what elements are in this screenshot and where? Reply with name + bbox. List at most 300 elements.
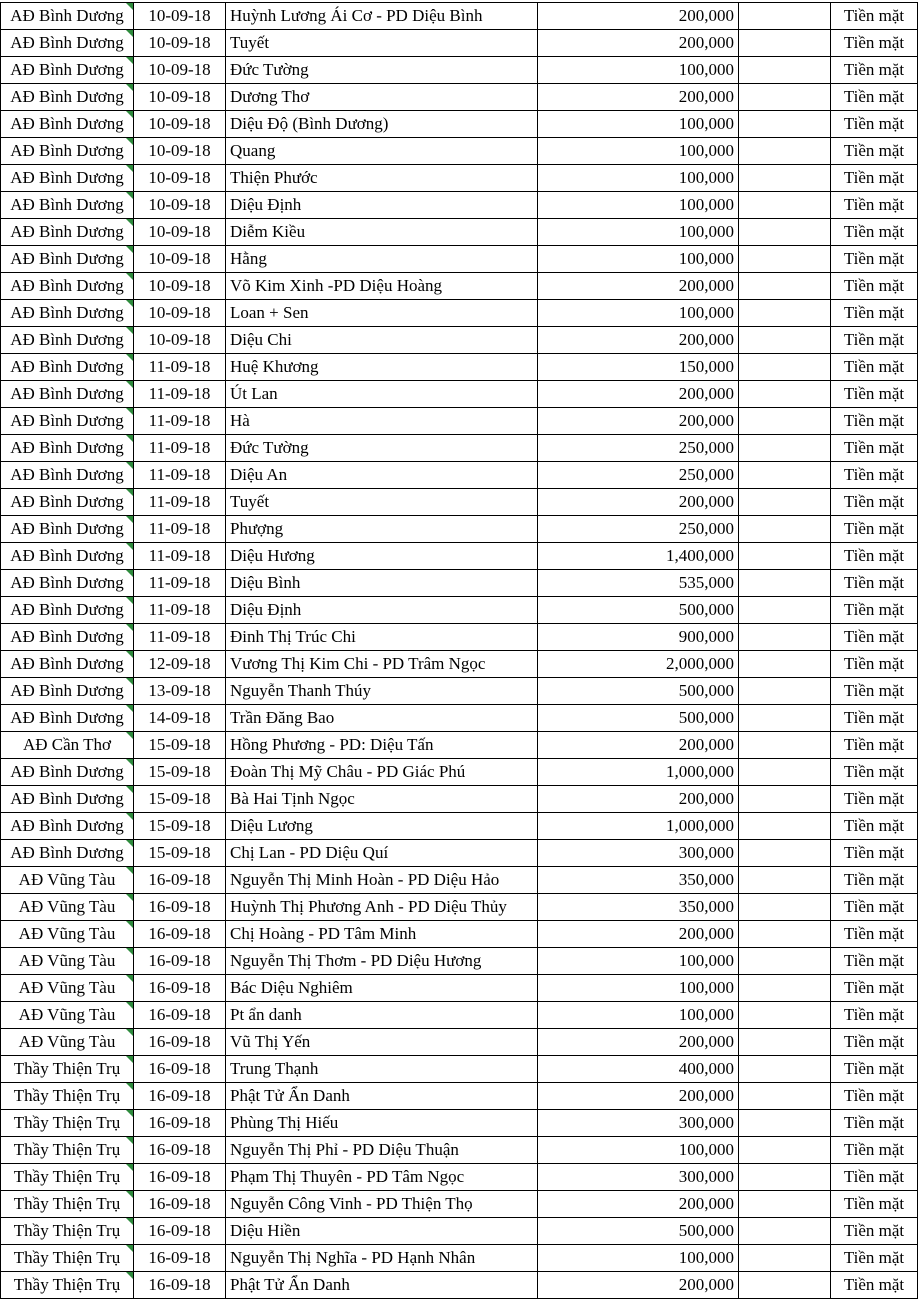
payment-method-cell[interactable]: Tiền mặt	[831, 192, 918, 219]
amount-cell[interactable]: 500,000	[538, 705, 739, 732]
note-cell[interactable]	[739, 3, 831, 30]
amount-cell[interactable]: 250,000	[538, 462, 739, 489]
payment-method-cell[interactable]: Tiền mặt	[831, 759, 918, 786]
amount-cell[interactable]: 500,000	[538, 597, 739, 624]
amount-cell[interactable]: 200,000	[538, 1191, 739, 1218]
note-cell[interactable]	[739, 1245, 831, 1272]
amount-cell[interactable]: 1,400,000	[538, 543, 739, 570]
note-cell[interactable]	[739, 678, 831, 705]
table-row	[1, 516, 918, 543]
payment-method-cell[interactable]: Tiền mặt	[831, 867, 918, 894]
source-cell[interactable]	[1, 435, 134, 462]
source-cell[interactable]	[1, 1083, 134, 1110]
donor-name-cell[interactable]: Quang	[226, 138, 538, 165]
donor-name-cell[interactable]: Võ Kim Xinh -PD Diệu Hoàng	[226, 273, 538, 300]
comment-indicator-icon	[126, 111, 133, 118]
amount-cell[interactable]: 200,000	[538, 30, 739, 57]
donor-name-cell[interactable]: Đức Tường	[226, 57, 538, 84]
donor-name-cell[interactable]: Loan + Sen	[226, 300, 538, 327]
amount-cell[interactable]: 200,000	[538, 408, 739, 435]
donor-name-cell[interactable]: Nguyễn Công Vinh - PD Thiện Thọ	[226, 1191, 538, 1218]
payment-method-cell[interactable]: Tiền mặt	[831, 30, 918, 57]
note-cell[interactable]	[739, 1137, 831, 1164]
payment-method-cell[interactable]: Tiền mặt	[831, 975, 918, 1002]
payment-method-cell[interactable]: Tiền mặt	[831, 732, 918, 759]
payment-method-cell[interactable]: Tiền mặt	[831, 381, 918, 408]
source-cell[interactable]	[1, 273, 134, 300]
source-cell[interactable]	[1, 381, 134, 408]
date-cell[interactable]: 11-09-18	[134, 516, 226, 543]
amount-cell[interactable]: 100,000	[538, 948, 739, 975]
amount-cell[interactable]: 2,000,000	[538, 651, 739, 678]
payment-method-cell[interactable]: Tiền mặt	[831, 1191, 918, 1218]
donor-name-cell[interactable]: Hà	[226, 408, 538, 435]
note-cell[interactable]	[739, 1029, 831, 1056]
payment-method-cell[interactable]: Tiền mặt	[831, 624, 918, 651]
payment-method-cell[interactable]: Tiền mặt	[831, 57, 918, 84]
donor-name-cell[interactable]: Diệu Định	[226, 597, 538, 624]
date-cell[interactable]: 15-09-18	[134, 759, 226, 786]
note-cell[interactable]	[739, 1083, 831, 1110]
donor-name-cell[interactable]: Diệu Độ (Bình Dương)	[226, 111, 538, 138]
date-cell[interactable]: 13-09-18	[134, 678, 226, 705]
payment-method-cell[interactable]: Tiền mặt	[831, 3, 918, 30]
amount-cell[interactable]: 535,000	[538, 570, 739, 597]
payment-method-cell[interactable]: Tiền mặt	[831, 1137, 918, 1164]
amount-cell[interactable]: 200,000	[538, 1272, 739, 1299]
date-cell[interactable]: 10-09-18	[134, 246, 226, 273]
source-cell[interactable]	[1, 840, 134, 867]
note-cell[interactable]	[739, 975, 831, 1002]
date-cell[interactable]: 16-09-18	[134, 1110, 226, 1137]
note-cell[interactable]	[739, 1191, 831, 1218]
donor-name-cell[interactable]: Tuyết	[226, 30, 538, 57]
payment-method-cell[interactable]: Tiền mặt	[831, 651, 918, 678]
amount-cell[interactable]: 200,000	[538, 732, 739, 759]
amount-cell[interactable]: 200,000	[538, 1029, 739, 1056]
amount-cell[interactable]: 500,000	[538, 678, 739, 705]
date-cell[interactable]: 11-09-18	[134, 570, 226, 597]
donor-name-cell[interactable]: Nguyễn Thị Minh Hoàn - PD Diệu Hảo	[226, 867, 538, 894]
payment-method-cell[interactable]: Tiền mặt	[831, 543, 918, 570]
payment-method-cell[interactable]: Tiền mặt	[831, 111, 918, 138]
payment-method-cell[interactable]: Tiền mặt	[831, 597, 918, 624]
date-cell[interactable]: 16-09-18	[134, 1218, 226, 1245]
date-cell[interactable]: 11-09-18	[134, 489, 226, 516]
note-cell[interactable]	[739, 1218, 831, 1245]
source-cell[interactable]	[1, 921, 134, 948]
amount-cell[interactable]: 100,000	[538, 57, 739, 84]
source-cell[interactable]	[1, 1245, 134, 1272]
date-cell[interactable]: 16-09-18	[134, 1002, 226, 1029]
amount-cell[interactable]: 200,000	[538, 327, 739, 354]
date-cell[interactable]: 11-09-18	[134, 435, 226, 462]
date-cell[interactable]: 10-09-18	[134, 327, 226, 354]
donor-name-cell[interactable]: Huệ Khương	[226, 354, 538, 381]
note-cell[interactable]	[739, 435, 831, 462]
donor-name-cell[interactable]: Pt ẩn danh	[226, 1002, 538, 1029]
amount-cell[interactable]: 100,000	[538, 300, 739, 327]
amount-cell[interactable]: 100,000	[538, 165, 739, 192]
note-cell[interactable]	[739, 489, 831, 516]
date-cell[interactable]: 15-09-18	[134, 732, 226, 759]
donor-name-cell[interactable]: Phật Tử Ẩn Danh	[226, 1272, 538, 1299]
date-cell[interactable]: 11-09-18	[134, 354, 226, 381]
amount-cell[interactable]: 100,000	[538, 219, 739, 246]
note-cell[interactable]	[739, 327, 831, 354]
source-cell[interactable]	[1, 597, 134, 624]
amount-cell[interactable]: 300,000	[538, 1164, 739, 1191]
payment-method-cell[interactable]: Tiền mặt	[831, 489, 918, 516]
source-cell[interactable]	[1, 1272, 134, 1299]
amount-cell[interactable]: 100,000	[538, 192, 739, 219]
payment-method-cell[interactable]: Tiền mặt	[831, 462, 918, 489]
amount-cell[interactable]: 100,000	[538, 1137, 739, 1164]
source-cell[interactable]	[1, 30, 134, 57]
note-cell[interactable]	[739, 1002, 831, 1029]
payment-method-cell[interactable]: Tiền mặt	[831, 327, 918, 354]
note-cell[interactable]	[739, 1272, 831, 1299]
source-cell[interactable]	[1, 705, 134, 732]
date-cell[interactable]: 11-09-18	[134, 462, 226, 489]
donor-name-cell[interactable]: Diễm Kiều	[226, 219, 538, 246]
payment-method-cell[interactable]: Tiền mặt	[831, 165, 918, 192]
date-cell[interactable]: 16-09-18	[134, 1137, 226, 1164]
note-cell[interactable]	[739, 408, 831, 435]
payment-method-cell[interactable]: Tiền mặt	[831, 894, 918, 921]
note-cell[interactable]	[739, 921, 831, 948]
donor-name-cell[interactable]: Bác Diệu Nghiêm	[226, 975, 538, 1002]
note-cell[interactable]	[739, 192, 831, 219]
date-cell[interactable]: 16-09-18	[134, 1164, 226, 1191]
date-cell[interactable]: 11-09-18	[134, 597, 226, 624]
date-cell[interactable]: 16-09-18	[134, 1056, 226, 1083]
donor-name-cell[interactable]: Diệu Hiền	[226, 1218, 538, 1245]
payment-method-cell[interactable]: Tiền mặt	[831, 840, 918, 867]
source-cell[interactable]	[1, 489, 134, 516]
payment-method-cell[interactable]: Tiền mặt	[831, 705, 918, 732]
note-cell[interactable]	[739, 705, 831, 732]
source-cell[interactable]	[1, 327, 134, 354]
note-cell[interactable]	[739, 273, 831, 300]
date-cell[interactable]: 10-09-18	[134, 192, 226, 219]
source-cell[interactable]	[1, 624, 134, 651]
payment-method-cell[interactable]: Tiền mặt	[831, 435, 918, 462]
payment-method-cell[interactable]: Tiền mặt	[831, 1002, 918, 1029]
amount-cell[interactable]: 300,000	[538, 1110, 739, 1137]
payment-method-cell[interactable]: Tiền mặt	[831, 1056, 918, 1083]
donor-name-cell[interactable]: Nguyễn Thị Phỉ - PD Diệu Thuận	[226, 1137, 538, 1164]
amount-cell[interactable]: 200,000	[538, 489, 739, 516]
date-cell[interactable]: 10-09-18	[134, 138, 226, 165]
comment-indicator-icon	[126, 948, 133, 955]
donor-name-cell[interactable]: Huỳnh Lương Ái Cơ - PD Diệu Bình	[226, 3, 538, 30]
source-cell[interactable]	[1, 867, 134, 894]
amount-cell[interactable]: 250,000	[538, 435, 739, 462]
payment-method-cell[interactable]: Tiền mặt	[831, 1272, 918, 1299]
note-cell[interactable]	[739, 651, 831, 678]
payment-method-cell[interactable]: Tiền mặt	[831, 1218, 918, 1245]
note-cell[interactable]	[739, 462, 831, 489]
source-cell[interactable]	[1, 1110, 134, 1137]
payment-method-cell[interactable]: Tiền mặt	[831, 570, 918, 597]
source-cell[interactable]	[1, 678, 134, 705]
donor-name-cell[interactable]: Diệu Chi	[226, 327, 538, 354]
donor-name-cell[interactable]: Phượng	[226, 516, 538, 543]
note-cell[interactable]	[739, 138, 831, 165]
donor-name-cell[interactable]: Chị Lan - PD Diệu Quí	[226, 840, 538, 867]
amount-cell[interactable]: 300,000	[538, 840, 739, 867]
date-cell[interactable]: 16-09-18	[134, 948, 226, 975]
source-cell[interactable]	[1, 516, 134, 543]
note-cell[interactable]	[739, 111, 831, 138]
note-cell[interactable]	[739, 948, 831, 975]
source-cell[interactable]	[1, 300, 134, 327]
donor-name-cell[interactable]: Diệu An	[226, 462, 538, 489]
amount-cell[interactable]: 1,000,000	[538, 759, 739, 786]
payment-method-cell[interactable]: Tiền mặt	[831, 1083, 918, 1110]
note-cell[interactable]	[739, 840, 831, 867]
note-cell[interactable]	[739, 516, 831, 543]
source-text: AĐ Vũng Tàu	[18, 978, 116, 997]
amount-cell[interactable]: 100,000	[538, 1245, 739, 1272]
date-cell[interactable]: 15-09-18	[134, 840, 226, 867]
donor-name-cell[interactable]: Nguyễn Thị Nghĩa - PD Hạnh Nhân	[226, 1245, 538, 1272]
amount-cell[interactable]: 200,000	[538, 381, 739, 408]
date-cell[interactable]: 11-09-18	[134, 624, 226, 651]
donor-name-cell[interactable]: Phạm Thị Thuyên - PD Tâm Ngọc	[226, 1164, 538, 1191]
donor-name-cell[interactable]: Diệu Bình	[226, 570, 538, 597]
donor-name-cell[interactable]: Diệu Lương	[226, 813, 538, 840]
payment-method-cell[interactable]: Tiền mặt	[831, 354, 918, 381]
source-cell[interactable]	[1, 354, 134, 381]
payment-method-cell[interactable]: Tiền mặt	[831, 408, 918, 435]
amount-cell[interactable]: 500,000	[538, 1218, 739, 1245]
table-row	[1, 705, 918, 732]
note-cell[interactable]	[739, 867, 831, 894]
date-cell[interactable]: 16-09-18	[134, 1272, 226, 1299]
table-row	[1, 327, 918, 354]
date-cell[interactable]: 12-09-18	[134, 651, 226, 678]
payment-method-cell[interactable]: Tiền mặt	[831, 678, 918, 705]
date-cell[interactable]: 10-09-18	[134, 84, 226, 111]
source-cell[interactable]	[1, 462, 134, 489]
date-cell[interactable]: 16-09-18	[134, 1191, 226, 1218]
donor-name-cell[interactable]: Tuyết	[226, 489, 538, 516]
donor-name-cell[interactable]: Phùng Thị Hiếu	[226, 1110, 538, 1137]
date-cell[interactable]: 10-09-18	[134, 30, 226, 57]
donor-name-cell[interactable]: Huỳnh Thị Phương Anh - PD Diệu Thủy	[226, 894, 538, 921]
source-cell[interactable]	[1, 651, 134, 678]
note-cell[interactable]	[739, 84, 831, 111]
date-cell[interactable]: 10-09-18	[134, 111, 226, 138]
table-row	[1, 3, 918, 30]
amount-cell[interactable]: 200,000	[538, 3, 739, 30]
source-cell[interactable]	[1, 1164, 134, 1191]
note-cell[interactable]	[739, 354, 831, 381]
source-cell[interactable]	[1, 1002, 134, 1029]
donor-name-cell[interactable]: Trung Thạnh	[226, 1056, 538, 1083]
payment-method-cell[interactable]: Tiền mặt	[831, 516, 918, 543]
amount-cell[interactable]: 150,000	[538, 354, 739, 381]
donor-name-cell[interactable]: Đoàn Thị Mỹ Châu - PD Giác Phú	[226, 759, 538, 786]
date-cell[interactable]: 11-09-18	[134, 543, 226, 570]
donor-name-cell[interactable]: Vương Thị Kim Chi - PD Trâm Ngọc	[226, 651, 538, 678]
date-cell[interactable]: 16-09-18	[134, 975, 226, 1002]
date-cell[interactable]: 11-09-18	[134, 381, 226, 408]
amount-cell[interactable]: 1,000,000	[538, 813, 739, 840]
amount-cell[interactable]: 200,000	[538, 1083, 739, 1110]
donor-name-cell[interactable]: Vũ Thị Yến	[226, 1029, 538, 1056]
source-cell[interactable]	[1, 219, 134, 246]
source-text: Thầy Thiện Trụ	[13, 1086, 121, 1105]
note-cell[interactable]	[739, 30, 831, 57]
source-cell[interactable]	[1, 111, 134, 138]
donor-name-cell[interactable]: Bà Hai Tịnh Ngọc	[226, 786, 538, 813]
payment-method-cell[interactable]: Tiền mặt	[831, 921, 918, 948]
note-cell[interactable]	[739, 894, 831, 921]
amount-cell[interactable]: 200,000	[538, 273, 739, 300]
payment-method-cell[interactable]: Tiền mặt	[831, 1164, 918, 1191]
source-cell[interactable]	[1, 1056, 134, 1083]
source-cell[interactable]	[1, 786, 134, 813]
payment-method-cell[interactable]: Tiền mặt	[831, 948, 918, 975]
amount-cell[interactable]: 100,000	[538, 111, 739, 138]
source-cell[interactable]	[1, 975, 134, 1002]
payment-method-cell[interactable]: Tiền mặt	[831, 84, 918, 111]
source-cell[interactable]	[1, 1218, 134, 1245]
date-cell[interactable]: 14-09-18	[134, 705, 226, 732]
payment-method-cell[interactable]: Tiền mặt	[831, 219, 918, 246]
payment-method-cell[interactable]: Tiền mặt	[831, 300, 918, 327]
date-cell[interactable]: 16-09-18	[134, 867, 226, 894]
date-cell[interactable]: 10-09-18	[134, 57, 226, 84]
payment-method-cell[interactable]: Tiền mặt	[831, 1029, 918, 1056]
source-cell[interactable]	[1, 732, 134, 759]
source-cell[interactable]	[1, 3, 134, 30]
amount-cell[interactable]: 200,000	[538, 921, 739, 948]
amount-cell[interactable]: 100,000	[538, 1002, 739, 1029]
payment-method-cell[interactable]: Tiền mặt	[831, 138, 918, 165]
amount-cell[interactable]: 900,000	[538, 624, 739, 651]
donor-name-cell[interactable]: Thiện Phước	[226, 165, 538, 192]
note-cell[interactable]	[739, 219, 831, 246]
payment-method-cell[interactable]: Tiền mặt	[831, 786, 918, 813]
source-cell[interactable]	[1, 948, 134, 975]
source-cell[interactable]	[1, 1029, 134, 1056]
note-cell[interactable]	[739, 246, 831, 273]
note-cell[interactable]	[739, 759, 831, 786]
amount-cell[interactable]: 400,000	[538, 1056, 739, 1083]
donor-name-cell[interactable]: Hồng Phương - PD: Diệu Tấn	[226, 732, 538, 759]
amount-cell[interactable]: 350,000	[538, 894, 739, 921]
date-cell[interactable]: 11-09-18	[134, 408, 226, 435]
source-cell[interactable]	[1, 1137, 134, 1164]
note-cell[interactable]	[739, 165, 831, 192]
table-row	[1, 30, 918, 57]
source-cell[interactable]	[1, 165, 134, 192]
donor-name-cell[interactable]: Nguyễn Thị Thơm - PD Diệu Hương	[226, 948, 538, 975]
date-cell[interactable]: 16-09-18	[134, 1245, 226, 1272]
donor-name-cell[interactable]: Diệu Hương	[226, 543, 538, 570]
source-cell[interactable]	[1, 138, 134, 165]
note-cell[interactable]	[739, 570, 831, 597]
note-cell[interactable]	[739, 1164, 831, 1191]
date-cell[interactable]: 16-09-18	[134, 1083, 226, 1110]
note-cell[interactable]	[739, 1110, 831, 1137]
donor-name-cell[interactable]: Nguyễn Thanh Thúy	[226, 678, 538, 705]
date-cell[interactable]: 16-09-18	[134, 1029, 226, 1056]
note-cell[interactable]	[739, 57, 831, 84]
date-cell[interactable]: 15-09-18	[134, 813, 226, 840]
source-cell[interactable]	[1, 543, 134, 570]
note-cell[interactable]	[739, 381, 831, 408]
note-cell[interactable]	[739, 786, 831, 813]
donor-name-cell[interactable]: Trần Đăng Bao	[226, 705, 538, 732]
source-cell[interactable]	[1, 84, 134, 111]
amount-cell[interactable]: 100,000	[538, 138, 739, 165]
date-cell[interactable]: 10-09-18	[134, 219, 226, 246]
donor-name-cell[interactable]: Phật Tử Ẩn Danh	[226, 1083, 538, 1110]
donor-name-cell[interactable]: Dương Thơ	[226, 84, 538, 111]
note-cell[interactable]	[739, 543, 831, 570]
source-cell[interactable]	[1, 192, 134, 219]
amount-cell[interactable]: 100,000	[538, 246, 739, 273]
payment-method-cell[interactable]: Tiền mặt	[831, 246, 918, 273]
note-cell[interactable]	[739, 732, 831, 759]
payment-method-cell[interactable]: Tiền mặt	[831, 1245, 918, 1272]
note-cell[interactable]	[739, 1056, 831, 1083]
source-cell[interactable]	[1, 408, 134, 435]
source-cell[interactable]	[1, 57, 134, 84]
note-cell[interactable]	[739, 300, 831, 327]
source-cell[interactable]	[1, 759, 134, 786]
donor-name-cell[interactable]: Hằng	[226, 246, 538, 273]
amount-cell[interactable]: 250,000	[538, 516, 739, 543]
date-cell[interactable]: 10-09-18	[134, 165, 226, 192]
amount-cell[interactable]: 100,000	[538, 975, 739, 1002]
source-cell[interactable]	[1, 894, 134, 921]
note-cell[interactable]	[739, 624, 831, 651]
source-cell[interactable]	[1, 246, 134, 273]
source-text: Thầy Thiện Trụ	[13, 1167, 121, 1186]
donor-name-cell[interactable]: Đức Tường	[226, 435, 538, 462]
amount-cell[interactable]: 200,000	[538, 786, 739, 813]
date-cell[interactable]: 10-09-18	[134, 273, 226, 300]
date-cell[interactable]: 10-09-18	[134, 300, 226, 327]
donor-name-cell[interactable]: Chị Hoàng - PD Tâm Minh	[226, 921, 538, 948]
payment-method-cell[interactable]: Tiền mặt	[831, 813, 918, 840]
amount-cell[interactable]: 200,000	[538, 84, 739, 111]
date-cell[interactable]: 16-09-18	[134, 921, 226, 948]
note-cell[interactable]	[739, 597, 831, 624]
source-cell[interactable]	[1, 813, 134, 840]
payment-method-cell[interactable]: Tiền mặt	[831, 1110, 918, 1137]
table-row	[1, 111, 918, 138]
payment-method-cell[interactable]: Tiền mặt	[831, 273, 918, 300]
date-cell[interactable]: 16-09-18	[134, 894, 226, 921]
source-cell[interactable]	[1, 570, 134, 597]
donor-name-cell[interactable]: Đinh Thị Trúc Chi	[226, 624, 538, 651]
source-cell[interactable]	[1, 1191, 134, 1218]
comment-indicator-icon	[126, 435, 133, 442]
donor-name-cell[interactable]: Út Lan	[226, 381, 538, 408]
date-cell[interactable]: 15-09-18	[134, 786, 226, 813]
note-cell[interactable]	[739, 813, 831, 840]
date-cell[interactable]: 10-09-18	[134, 3, 226, 30]
amount-cell[interactable]: 350,000	[538, 867, 739, 894]
donor-name-cell[interactable]: Diệu Định	[226, 192, 538, 219]
